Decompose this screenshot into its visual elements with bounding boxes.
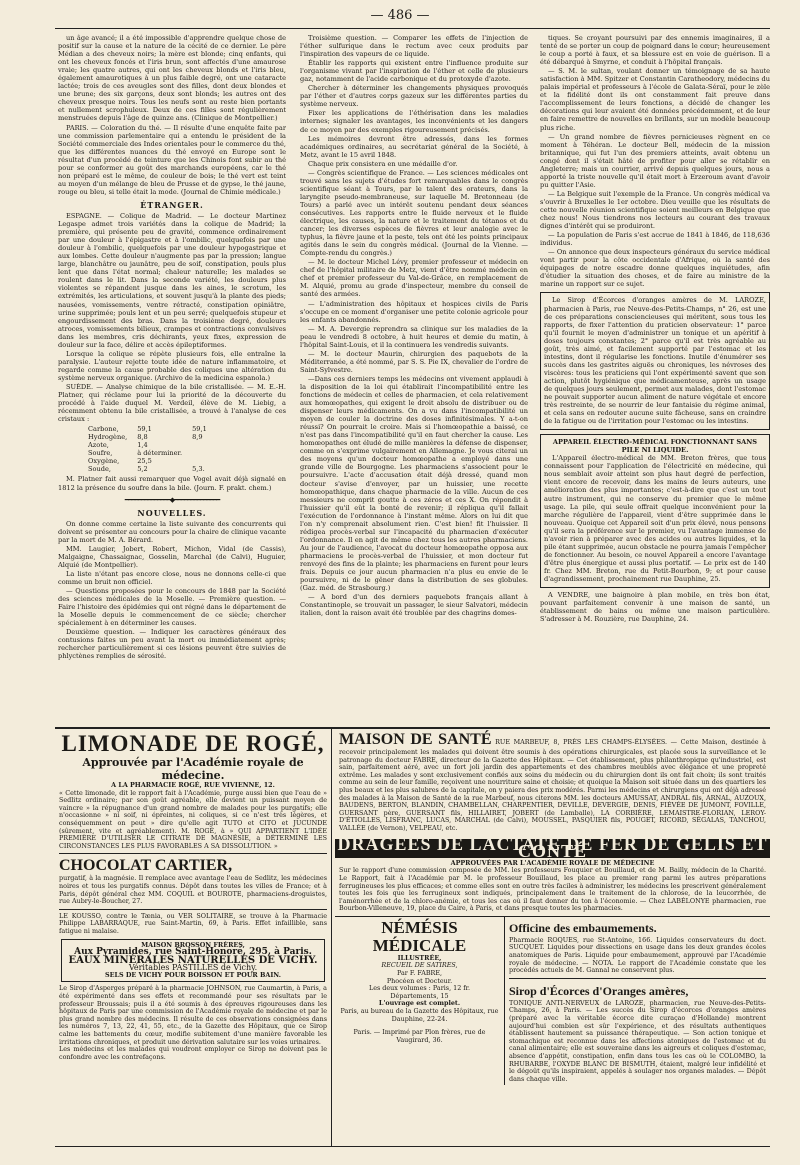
table-row: [88, 465, 217, 473]
limonade-title: LIMONADE DE ROGÉ,: [61, 731, 325, 756]
section-heading-etranger: ÉTRANGER.: [140, 199, 204, 210]
paragraph: Lorsque la colique se répète plusieurs fois, elle entraîne la paralysie. L'auteur rejette toute idée de nature inflammatoire, et regarde comme la cause probable des coliques une altération du système nerveux organique. (Archivo de la medicina espanola.): [58, 349, 286, 382]
table-cell: 5,3.: [192, 465, 205, 474]
paragraph: Fixer les applications de l'éthérisation dans les maladies internes; signaler les avantages, les inconvénients et les dangers de ce moyen par des exemples rigoureusement précisés.: [300, 109, 528, 134]
officine-text: Pharmacie ROQUES, rue St-Antoine, 166. Liquides conservateurs du doct. SUCQUET. Liquides pour dissections en usage dans les deux grandes écoles anatomiques de Paris. Liquide pour embaumement, approuvé par l'Académie royale de médecine. — NOTA. Le rapport de l'Académie constate que les procédés actuels de M. Gannal ne conservent plus.: [509, 935, 766, 975]
sirop-notice-box: [540, 292, 770, 430]
chemical-analysis-table: [88, 425, 217, 473]
table-cell: 25,5: [137, 457, 152, 466]
nemesis-ad: [335, 917, 505, 1086]
table-cell: Soufre,: [88, 449, 113, 458]
officine-sirop-ads: [505, 917, 770, 1086]
paragraph: — Un grand nombre de fièvres pernicieuses règnent en ce moment à Téhéran. Le docteur Bell, médecin de la mission britannique, qui fut l'un des premiers atteints, avait obtenu un congé dont il s'était hâté de profiter pour aller se rétablir en Angleterre; mais un courrier, arrivé depuis quelques jours, nous a apporté la triste nouvelle qu'il était mort à Erzeroum avant d'avoir pu quitter l'Asie.: [540, 132, 770, 189]
paragraph: ESPAGNE. — Colique de Madrid. — Le docteur Martinez Legaspe admet trois variétés dans la colique de Madrid; la première, qui présente peu de gravité, commence ordinairement par une douleur à l'épigastre et à l'ombilic, quelquefois par une douleur à l'ombilic, quelquefois par une douleur hypogastrique et aux lombes. Cette douleur n'augmente pas par la pression; langue large, blanchâtre ou jaunâtre, peu de soif, constipation, pouls plus lent que dans l'état normal; chaleur naturelle; les malades se roulent dans le lit. Dans la seconde variété, les douleurs plus violentes se répandent jusque dans les aines, le scrotum, les extrémités, les articulations, et souvent jusqu'à la plante des pieds; nausées, vomissements, ventre rétracté, constipation opiniâtre, urine supprimée; pouls lent et un peu serré; quelquefois stupeur et engourdissement des bras. Dans la troisième degré, douleurs atroces, vomissements bilieux, crampes et contractions convulsives dans les membres, cris déchirants, yeux fixes, expression de douleur sur la face, délire et accès épileptiformes.: [58, 211, 286, 349]
paragraph: — La population de Paris s'est accrue de 1841 à 1846, de 118,636 individus.: [540, 231, 770, 248]
table-cell: 59,1: [137, 425, 152, 434]
paragraph: Le Sirop d'Écorces d'oranges amères de M. LAROZE, pharmacien à Paris, rue Neuve-des-Petits-Champs, n° 26, est une de ces préparations consciencieuses qui méritent, sous tous les rapports, de fixer l'attention du praticien observateur: 1° parce qu'il fournit le moyen d'administrer un tonique et un apéritif à doses toujours constantes; 2° parce qu'il est très agréable au goût, très aimé, et facilement supporté par l'estomac et les intestins, dont il régularise les fonctions. Inutile d'énumérer ses succès dans les gastrites aiguës ou chroniques, les névroses des viscères: tous les praticiens qui l'ont expérimenté savent que son action, plutôt hygiénique que médicamenteuse, après un usage de quelques jours seulement, permet aux malades, dont l'estomac ne pouvait supporter aucun aliment de nature végétale et encore très restreinte, de se nourrir de leur fantaisie du régime animal, et cela sans en redouter aucune suite fâcheuse, sans en craindre de la fatigue ou de l'irritation pour l'estomac ou les intestins.: [544, 296, 766, 426]
dragees-banner: DRAGÉES DE LACTATE DE FER DE GÉLIS ET CONTÉ: [335, 839, 770, 858]
advertisements-section: [55, 727, 770, 1147]
table-cell: [192, 441, 217, 449]
vichy-line: EAUX MINÉRALES NATURELLES DE VICHY.: [68, 954, 318, 966]
officine-title: Officine des embaumements.: [509, 920, 657, 935]
sirop-title: Sirop d'Écorces d'Oranges amères,: [509, 983, 689, 998]
column-1: [58, 34, 286, 714]
paragraph: — M. le docteur Michel Lévy, premier professeur et médecin en chef de l'hôpital militaire de Metz, vient d'être nommé médecin en chef et premier professeur du Val-de-Grâce, en remplacement de M. Alquié, promu au grade d'inspecteur, membre du conseil de santé des armées.: [300, 258, 528, 299]
table-cell: [192, 449, 217, 457]
maison-text: RUE MARBEUF, 8, PRÈS LES CHAMPS-ÉLYSÉES. — Cette Maison, destinée à recevoir principalement les malades qui doivent être soumis à des opérations chirurgicales, est placée sous la surveillance et le patronage du docteur FABRE, directeur de la Gazette des Hôpitaux. — Cet établissement, plus philanthropique qu'industriel, est sain, parfaitement aéré, avec un fort joli jardin des appartements et des chambres meublés avec élégance et une propreté extrême. Les malades y sont exclusivement confiés aux soins du médecin ou du chirurgien dont ils ont fait choix; ils sont traités comme au sein de leur famille, reçoivent une nourriture saine et choisie; et quoique la Maison soit située dans un des quartiers les plus beaux et les plus salubres de la capitale, on y paiera des prix modérés. Parmi les médecins et chirurgiens qui ont déjà adressé des malades à la Maison de Santé de la rue Marbeuf, nous citerons MM. les docteurs AMUSSAT, ANDRAL fils, ARNAL, AUZOUX, BAUDENS, BERTON, BLANDIN, CHAMBELLAN, CHARPENTIER, DEVILLE, DEVERGIE, DENIS, FIÉVÉE DE JUMONT, FOVILLE, GUERSANT père, GUERSANT fils, HILLAIRET, JOBERT (de Lamballe), LA CORBIÈRE, LEMAISTRE-FLORIAN, LEROY-D'ÉTIOLLES, LISFRANC, LUCAS, MARCHAL (de Calvi), MOUSSEL, PASQUIER fils, POUGET, RICORD, SÉGALAS, TANCHOU, VALLÉE (de Vernon), VELPEAU, etc.: [339, 738, 766, 832]
vichy-ad-box: [61, 939, 325, 983]
table-row: [88, 433, 217, 441]
section-heading-nouvelles: NOUVELLES.: [137, 507, 207, 518]
table-row: [88, 449, 217, 457]
asperges-text: Le Sirop d'Asperges préparé à la pharmacie JOHNSON, rue Caumartin, à Paris, a été expérimenté dans ses effets et recommandé pour ses résultats par le professeur Broussais; puis il a été soumis à des épreuves rigoureuses dans les hôpitaux de Paris par une commission de l'Académie royale de médecine et par le plus grand nombre des médecins. Il résulte de ces observations consignées dans les numéros 7, 13, 22, 41, 55, etc., de la Gazette des Hôpitaux, que ce Sirop calme les battements du cœur, modifie subitement d'une manière favorable les irritations chroniques, et produit une dérivation salutaire sur les voies urinaires.: [59, 984, 327, 1046]
chocolat-title: CHOCOLAT CARTIER,: [59, 857, 233, 875]
paragraph: — S. M. le sultan, voulant donner un témoignage de sa haute satisfaction à MM. Spitzer et Constantin Caratheodory, médecins du palais impérial et professeurs à l'école de Galata-Séraï, pour le zèle et la fidélité dont ils ont constamment fait preuve dans l'accomplissement de leurs fonctions, a décidé de changer les décorations qui leur avaient été données précédemment, et de leur en faire remettre de nouvelles en brillants, sur un modèle beaucoup plus riche.: [540, 67, 770, 132]
ads-right-column: [335, 729, 770, 1147]
column-3: [540, 34, 770, 714]
bottom-ads-row: [335, 916, 770, 1086]
paragraph: un âge avancé; il a été impossible d'apprendre quelque chose de positif sur la cause et la nature de la cécité de ce dernier. Le père Médian a des cheveux noirs; la mère est blonde; cinq enfants, qui ont les cheveux foncés et l'iris brun, sont affectés d'une amaurose vraie; les quatre autres, qui ont les cheveux blonds et l'iris bleu, également amaurotiques à un plus faible degré, ont une cataracte lactée; trois de ces aveugles sont des filles, dont deux blondes et une brune; des six garçons, deux sont blonds; les autres ont des cheveux presque noirs. Tous les neufs sont au reste bien portants et nullement scrophuleux. Deux de ces filles sont régulièrement menstruées depuis l'âge de quinze ans. (Clinique de Montpellier.): [58, 34, 286, 123]
table-cell: [192, 457, 217, 465]
table-cell: Carbone,: [88, 425, 119, 434]
paragraph: MM. Laugier, Jobert, Robert, Michon, Vidal (de Cassis), Malgaigne, Chassaignac, Gosselin, Marchal (de Calvi), Huguier, Alquié (de Montpellier).: [58, 544, 286, 569]
nemesis-price-2: Départements, 15: [390, 991, 449, 1000]
nemesis-author-2: Phocéen et Docteur.: [386, 976, 453, 985]
paragraph: On donne comme certaine la liste suivante des concurrents qui doivent se présenter au concours pour la chaire de clinique vacante par la mort de M. A. Bérard.: [58, 519, 286, 544]
paragraph: —Dans ces derniers temps les médecins ont vivement applaudi à la disposition de la loi qui établirait l'incompatibilité entre les fonctions de médecin et celles de pharmacien, et cela relativement aux homœopathes, qui exigent le droit absolu de distribuer ou de dispenser leurs médicaments. On a vu dans l'incompatibilité un moyen de couler la doctrine des doses infinitésimales. Y a-t-on réussi? On pourrait le croire. Mais si l'homœopathie a baissé, ce n'est pas dans l'incompatibilité qu'il en faut chercher la cause. Les homœopathes ont éludé de mille manières la défense de dispenser, comme on s'exprime vulgairement en Allemagne. Je vous citerai un des moyens qu'un docteur homœopathe a employé dans une grande ville de Bourgogne. Les pharmaciens s'associent pour le poursuivre. L'acte d'accusation était déjà dressé, quand mon docteur s'avise d'envoyer, par un huissier, une recette homœopathique, dans chaque pharmacie de la ville. Aucun de ces messieurs ne comprit goutte à ces zéros et ces X. On répondit à l'huissier qu'il eût la bonté de revenir; il répliqua qu'il fallait l'exécution de l'ordonnance à l'instant même. Alors on lui dit que l'on n'y comprenait absolument rien. C'est bien! fit l'huissier. Il rédigea procès-verbal sur l'incapacité du pharmacien d'exécuter l'ordonnance. Il en agit de même chez tous les autres pharmaciens. Au jour de l'audience, l'avocat du docteur homœopathe opposa aux pharmaciens le procès-verbal de l'huissier, et mon docteur fut renvoyé des fins de la plainte; les pharmaciens en furent pour leurs frais. Depuis ce jour aucun pharmacien n'a plus eu envie de le poursuivre, ni de le gêner dans la distribution de ses globules. (Gaz. méd. de Strasbourg.): [300, 374, 528, 593]
paragraph: — On annonce que deux inspecteurs généraux du service médical vont partir pour la côte occidentale d'Afrique, où la santé des équipages de notre escadre donne quelques inquiétudes, afin d'étudier la situation des choses, et de faire au ministre de la marine un rapport sur ce sujet.: [540, 248, 770, 289]
paragraph: — M. A. Devergie reprendra sa clinique sur les maladies de la peau le vendredi 8 octobre, à huit heures et demie du matin, à l'hôpital Saint-Louis, et il la continuera les vendredis suivants.: [300, 324, 528, 349]
paragraph: Deuxième question. — Indiquer les caractères généraux des contusions faites un peu avant la mort ou immédiatement après; rechercher particulièrement si ces lésions peuvent être suivies de phlyctènes remplies de sérosité.: [58, 628, 286, 661]
table-cell: Hydrogène,: [88, 433, 128, 442]
nemesis-subtitle: ILLUSTRÉE,: [397, 953, 442, 962]
table-cell: 8,9: [192, 433, 203, 442]
paragraph: — A bord d'un des derniers paquebots français allant à Constantinople, se trouvait un passager, le sieur Salvatori, médecin italien, dont la raison avait été troublée par des chagrins domes-: [300, 593, 528, 618]
ornament-divider: ━━━━━━━━━━━━━━◆━━━━━━━━━━━━━━: [124, 495, 220, 504]
paragraph: Établir les rapports qui existent entre l'influence produite sur l'organisme vivant par l'inspiration de l'éther et celle de plusieurs gaz, notamment de l'acide carbonique et du protoxyde d'azote.: [300, 59, 528, 84]
table-cell: 8,8: [137, 433, 148, 442]
table-cell: Oxygène,: [88, 457, 120, 466]
maison-title: MAISON DE SANTÉ: [339, 731, 492, 748]
sirop-text: TONIQUE ANTI-NERVEUX de LAROZE, pharmacien, rue Neuve-des-Petits-Champs, 26, à Paris. — Les succès du Sirop d'écorces d'oranges amères (préparé avec la véritable écorce dite curaçao d'Hollande) montrent aujourd'hui combien est sûr l'expérience, et des résultats authentiques établissent hautement sa puissance thérapeutique. — Son action tonique et stomachique est reconnue dans les affections atoniques de l'estomac et du canal alimentaire; elle est souveraine dans les aigreurs et coliques d'estomac, absence d'appétit, constipation, enfin dans tous les cas où le COLOMBO, la RHUBARBE, l'OXYDE BLANC DE BISMUTH, étaient, malgré leur infidélité et le dégoût qu'ils inspiraient, appelés à soulager nos organes malades. — Dépôt dans chaque ville.: [509, 998, 766, 1083]
nemesis-complete: L'ouvrage est complet.: [378, 999, 461, 1008]
paragraph: — Congrès scientifique de France. — Les sciences médicales ont trouvé sans les sujets d'études fort remarquables dans le congrès scientifique séant à Tours, par le talent des orateurs, dans la laryngite pseudo-membraneuse, sur laquelle M. Bretonneau (de Tours) a parlé avec un intérêt soutenu pendant deux séances consécutives. Les rapports entre le fluide nerveux et le fluide électrique, les causes, la nature et le traitement du tétanos et du cancer; les diverses espèces de fièvres et leur analogie avec le typhus, la fièvre jaune et la peste, tels ont été les points principaux agités dans le sein du congrès médical. (Journal de la Vienne. — Compte-rendu du congrès.): [300, 168, 528, 258]
limonade-address: A LA PHARMACIE ROGÉ, RUE VIVIENNE, 12.: [111, 781, 275, 789]
nemesis-title: NÉMÉSIS MÉDICALE: [372, 917, 467, 955]
ad-heading: APPAREIL ÉLECTRO-MÉDICAL FONCTIONNANT SANS PILE NI LIQUIDE.: [552, 438, 758, 455]
table-cell: Soude,: [88, 465, 111, 474]
paragraph: — La Belgique suit l'exemple de la France. Un congrès médical va s'ouvrir à Bruxelles le 1er octobre. Dieu veuille que les résultats de cette nouvelle réunion scientifique soient meilleurs en Belgique que chez nous! Nous tiendrons nos lecteurs au courant des travaux dignes d'intérêt qui se produiront.: [540, 189, 770, 231]
chocolat-text: purgatif, à la magnésie. Il remplace avec avantage l'eau de Sedlitz, les médecines noires et tous les purgatifs connus. Dépôt dans toutes les villes de France; et à Paris, dépôt général chez MM. COQUIL et BOUROTE, pharmaciens-droguistes, rue Aubry-le-Boucher, 27.: [59, 874, 327, 906]
table-cell: 5,2: [137, 465, 148, 474]
vichy-line: MAISON BROSSON FRÈRES,: [141, 940, 245, 949]
nemesis-author: Par F. FABRE,: [396, 969, 443, 978]
vichy-line: Véritables PASTILLES de Vichy.: [128, 963, 258, 973]
limonade-text: « Cette limonade, dit le rapport fait à l'Académie, purge aussi bien que l'eau de » Sedlitz ordinaire; par son goût agréable, elle devient un puissant moyen de vaincre » la répugnance d'un grand nombre de malades pour les purgatifs; elle n'occasionne » ni soif, ni épreintes, ni coliques, si ce n'est très légères, et conséquemment on peut » dire qu'elle agit TUTO et CITO et JUCUNDE (sûrement, vite et agréablement). M. ROGÉ, à » QUI APPARTIENT L'IDÉE PREMIÈRE D'UTILISER LE CITRATE DE MAGNÉSIE, a DÉTERMINÉ LES CIRCONSTANCES LES PLUS FAVORABLES A SA DISSOLUTION. »: [59, 788, 327, 850]
paragraph: SUÈDE. — Analyse chimique de la bile cristallisée. — M. E.-H. Platner, qui réclame pour lui la priorité de la découverte du procédé à l'aide duquel M. Verdeil, élève de M. Liebig, a récemment obtenu la bile cristallisée, a trouvé à l'analyse de ces cristaux :: [58, 382, 286, 424]
paragraph: M. Platner fait aussi remarquer que Vogel avait déjà signalé en 1812 la présence du soufre dans la bile. (Journ. F. prakt. chem.): [58, 475, 286, 492]
printer-credit: Paris. — Imprimé par Plon frères, rue de Vaugirard, 36.: [353, 1028, 486, 1044]
nemesis-address: Paris, au bureau de la Gazette des Hôpitaux, rue Dauphine, 22-24.: [340, 1007, 499, 1023]
ads-left-column: [55, 729, 332, 1147]
limonade-subtitle: Approuvée par l'Académie royale de médecine.: [82, 756, 304, 782]
table-cell: Azote,: [88, 441, 109, 450]
vichy-line: Aux Pyramides, rue Saint-Honoré, 295, à Paris.: [74, 947, 312, 958]
appareil-ad-box: [540, 434, 770, 588]
table-cell: 59,1: [192, 425, 207, 434]
top-rule: [55, 28, 770, 29]
dragees-text: Sur le rapport d'une commission composée de MM. les professeurs Fouquier et Bouillaud, et de M. Bailly, médecin de la Charité. Le Rapport, fait à l'Académie par M. le professeur Bouillaud, les place au premier rang parmi les autres préparations ferrugineuses les plus efficaces; et comme elles sont en outre très faciles à administrer, les médecins les prescrivent généralement toutes les fois que les ferrugineux sont indiqués, principalement dans le traitement de la chlorose, de la leucorrhée, de l'aménorrhée et de la chloro-anémie, et tous les cas où il faut donner du ton à l'économie. — Chez LABÉLONYE pharmacien, rue Bourbon-Villeneuve, 19, place du Caire, à Paris, et dans presque toutes les pharmacies.: [339, 866, 766, 913]
asperges-text: Les médecins et les malades qui voudront employer ce Sirop ne doivent pas le confondre avec les contrefaçons.: [59, 1045, 327, 1061]
paragraph: — M. le docteur Maurin, chirurgien des paquebots de la Méditerranée, a été nommé, par S. S. Pie IX, chevalier de l'ordre de Saint-Sylvestre.: [300, 349, 528, 374]
table-row: [88, 457, 217, 465]
paragraph: La liste n'étant pas encore close, nous ne donnons celle-ci que comme un bruit non officiel.: [58, 569, 286, 586]
paragraph: tiques. Se croyant poursuivi par des ennemis imaginaires, il a tenté de se porter un coup de poignard dans le cœur; heureusement le coup a porté à faux, et sa blessure est en voie de guérison. Il a été débarqué à Smyrne, et conduit à l'hôpital français.: [540, 34, 770, 67]
paragraph: Chaque prix consistera en une médaille d'or.: [308, 159, 458, 168]
table-cell: 1,4: [137, 441, 148, 450]
nemesis-subtitle-2: RECUEIL DE SATIRES,: [381, 961, 458, 970]
paragraph: — Questions proposées pour le concours de 1848 par la Société des sciences médicales de la Moselle. — Première question. — Faire l'histoire des épidémies qui ont régné dans le département de la Moselle depuis le commencement de ce siècle; chercher spécialement à en déterminer les causes.: [58, 587, 286, 628]
paragraph: Les mémoires devront être adressés, dans les formes académiques ordinaires, au secrétariat général de la Société, à Metz, avant le 15 avril 1848.: [300, 134, 528, 159]
column-2: [300, 34, 528, 714]
table-row: [88, 425, 217, 433]
paragraph: Troisième question. — Comparer les effets de l'injection de l'éther sulfurique dans le rectum avec ceux produits par l'inspiration des vapeurs de ce liquide.: [300, 34, 528, 59]
dragees-subtitle: APPROUVÉES PAR L'ACADÉMIE ROYALE DE MÉDECINE: [450, 858, 655, 867]
kousso-text: LE KOUSSO, contre le Tænia, ou VER SOLITAIRE, se trouve à la Pharmacie Philippe LABARRAQUE, rue Saint-Martin, 69, à Paris. Effet infaillible, sans fatigue ni malaise.: [59, 911, 327, 935]
paragraph: A VENDRE, une baignoire à plan mobile, en très bon état, pouvant parfaitement convenir à une maison de santé, un établissement de bains ou même une maison particulière. S'adresser à M. Rouzière, rue Dauphine, 24.: [540, 591, 770, 624]
paragraph: — L'administration des hôpitaux et hospices civils de Paris s'occupe en ce moment d'organiser une petite colonie agricole pour les enfants abandonnés.: [300, 299, 528, 324]
paragraph: PARIS. — Coloration du thé. — Il résulte d'une enquête faite par une commission parlementaire qui a entendu le président de la Société commerciale des Indes orientales pour le commerce du thé, que les différentes nuances du thé envoyé en Europe sont le résultat d'un procédé de teinture que les Chinois font subir au thé pour se conformer au goût des marchands européens, car le thé non préparé est le même, de couleur de bois; le thé vert est teint au moyen d'un mélange de bleu de Prusse et de gypse, le thé jaune, rouge ou bleu, si telle était la mode. (Journal de Chimie médicale.): [58, 123, 286, 196]
page-number: — 486 —: [370, 8, 430, 23]
paragraph: Chercher à déterminer les changements physiques provoqués par l'éther et d'autres corps gazeux sur les différentes parties du système nerveux.: [300, 84, 528, 109]
table-cell: à déterminer.: [137, 449, 183, 458]
vichy-line: SELS DE VICHY POUR BOISSON ET POUR BAIN.: [105, 970, 281, 979]
paragraph: L'Appareil électro-médical de MM. Breton frères, que tous connaissent pour l'application de l'électricité en médecine, qui nous semblait avoir atteint son plus haut degré de perfection, vient encore de recevoir, dans les mains de leurs auteurs, une amélioration des plus importantes; c'est-à-dire que c'est un tout autre instrument, qui ne conserve du premier que le même usage. La pile, qui seule offrait quelque inconvénient pour la marche régulière de l'appareil, vient d'être supprimée dans le nouveau. Quoique cet Appareil soit d'un prix élevé, nous pensons qu'il sera la préférence sur le premier, vu l'avantage immense de n'avoir rien à préparer avec des acides ou autres liquides, et la pile étant supprimée, aucun obstacle ne pourra jamais l'empêcher de fonctionner. Au besoin, ce nouvel Appareil a encore l'avantage d'être plus énergique et aussi plus portatif. — Le prix est de 140 fr. Chez MM. Breton, rue du Petit-Bourbon, 9; et pour cause d'agrandissement, prochainement rue Dauphine, 25.: [544, 454, 766, 583]
nemesis-price: Les deux volumes : Paris, 12 fr.: [368, 984, 471, 993]
